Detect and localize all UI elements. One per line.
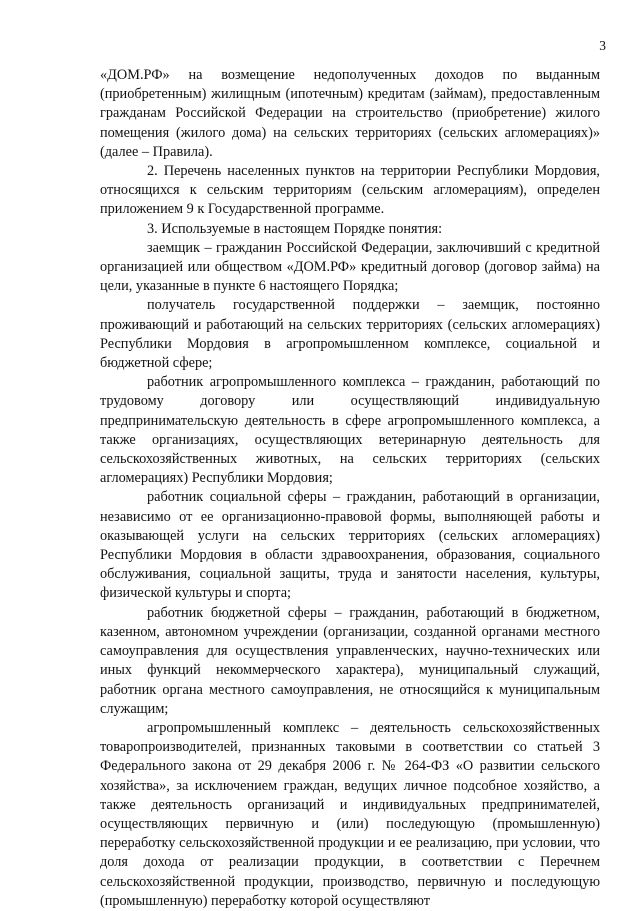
- paragraph-support-recipient-definition: получатель государственной поддержки – заемщик, постоянно проживающий и работающий на сельских территориях (сельских агломерациях) Республики Мордовия в агропромышленном комплексе, социальной и бюджетной сфере;: [100, 297, 600, 372]
- page-number: 3: [599, 38, 606, 53]
- paragraph-agro-worker-definition: работник агропромышленного комплекса – гражданин, работающий по трудовому договору или осуществляющий индивидуальную предпринимательскую деятельность в сфере агропромышленного комплекса, а также организациях, осуществляющих ветеринарную деятельность для сельскохозяйственных животных, на сельских территориях (сельских агломерациях) Республики Мордовия;: [100, 374, 600, 487]
- paragraph-rules-definition-continued: «ДОМ.РФ» на возмещение недополученных доходов по выданным (приобретенным) жилищным (ипотечным) кредитам (займам), предоставленным гражданам Российской Федерации на строительство (приобретение) жилого помещения (жилого дома) на сельских территориях (сельских агломерациях)» (далее – Правила).: [100, 67, 600, 160]
- paragraph-borrower-definition: заемщик – гражданин Российской Федерации, заключивший с кредитной организацией или обществом «ДОМ.РФ» кредитный договор (договор займа) на цели, указанные в пункте 6 настоящего Порядка;: [100, 239, 600, 295]
- paragraph-item-3-terms: 3. Используемые в настоящем Порядке понятия:: [147, 220, 443, 237]
- paragraph-item-2-settlements: 2. Перечень населенных пунктов на территории Республики Мордовия, относящихся к сельским территориям (сельским агломерациям), определен приложением 9 к Государственной программе.: [100, 163, 600, 218]
- paragraph-budget-worker-definition: работник бюджетной сферы – гражданин, работающий в бюджетном, казенном, автономном учреждении (организации, созданной органами местного самоуправления для осуществления управленческих, научно-технических или иных функций некоммерческого характера), муниципальный служащий, работник органа местного самоуправления, не относящийся к муниципальным служащим;: [100, 604, 600, 717]
- document-body: [100, 66, 600, 911]
- paragraph-agro-complex-definition: агропромышленный комплекс – деятельность сельскохозяйственных товаропроизводителей, признанных таковыми в соответствии со статьей 3 Федерального закона от 29 декабря 2006 г. № 264-ФЗ «О развитии сельского хозяйства», за исключением граждан, ведущих личное подсобное хозяйство, а также деятельность организаций и индивидуальных предпринимателей, осуществляющих первичную и (или) последующую (промышленную) переработку сельскохозяйственной продукции и ее реализацию, при условии, что доля дохода от реализации продукции, в соответствии с Перечнем сельскохозяйственной продукции, производство, первичную и последующую (промышленную) переработку которой осуществляют: [100, 719, 600, 909]
- paragraph-social-worker-definition: работник социальной сферы – гражданин, работающий в организации, независимо от ее организационно-правовой формы, выполняющей работы и оказывающей услуги на сельских территориях (сельских агломерациях) Республики Мордовия в области здравоохранения, образования, социального обслуживания, социальной защиты, труда и занятости населения, культуры, физической культуры и спорта;: [100, 489, 600, 602]
